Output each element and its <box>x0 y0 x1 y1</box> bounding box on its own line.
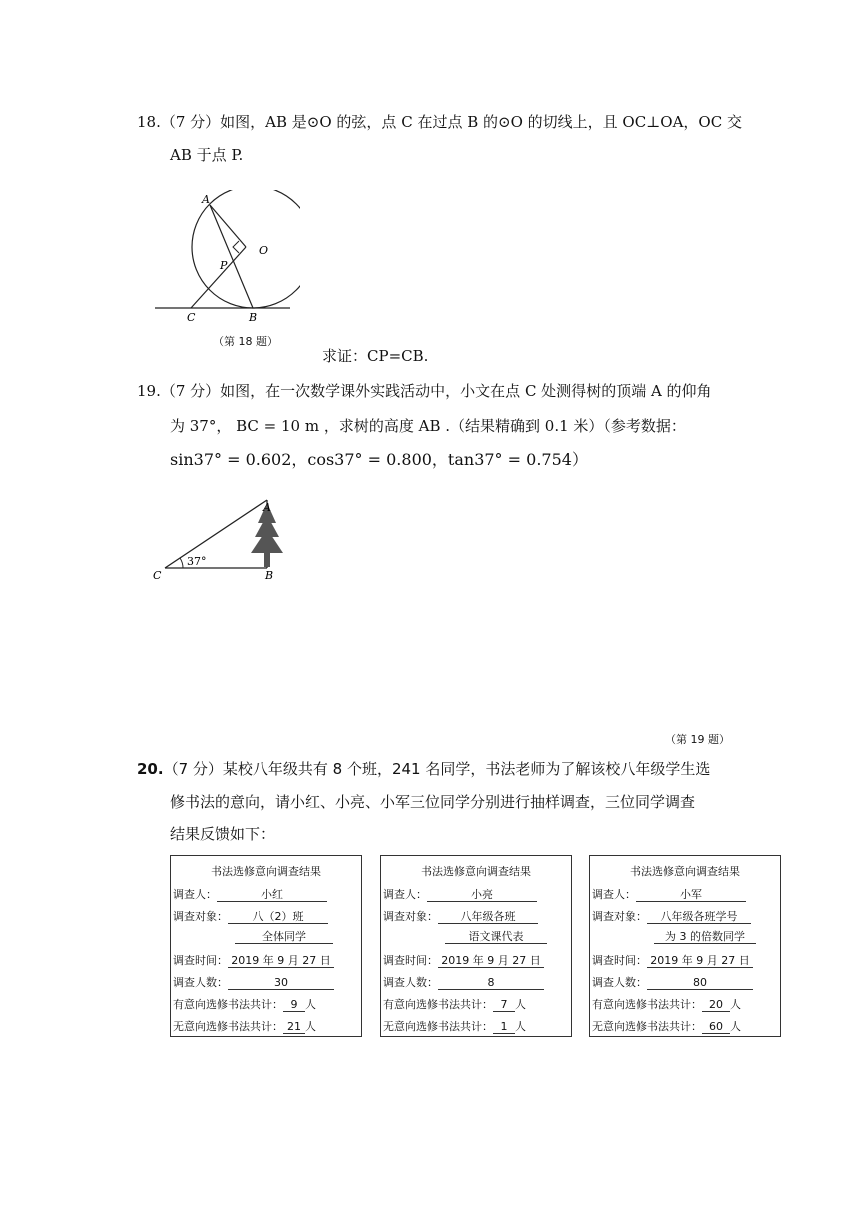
card-label: 调查人数： <box>592 976 647 989</box>
q19-stem: 如图，在一次数学课外实践活动中，小文在点 C 处测得树的顶端 A 的仰角 <box>220 382 712 400</box>
card-yes: 9 <box>283 998 305 1012</box>
card-label: 调查对象： <box>383 910 438 923</box>
card-count: 30 <box>228 976 334 990</box>
card-label: 调查对象： <box>173 910 228 923</box>
card-row-time <box>592 952 753 968</box>
card-yes: 20 <box>702 998 730 1012</box>
card-target2: 全体同学 <box>235 930 333 944</box>
card-label: 调查时间： <box>173 954 228 967</box>
q20-points: （7 分） <box>163 760 223 778</box>
survey-card-xiaojun <box>589 855 781 1037</box>
q19-figure <box>145 495 285 585</box>
q19-number: 19. <box>137 382 161 400</box>
card-unit: 人 <box>515 998 526 1011</box>
q20-text-line2: 修书法的意向，请小红、小亮、小军三位同学分别进行抽样调查，三位同学调查 <box>170 793 696 811</box>
card-row-no <box>173 1018 316 1034</box>
q18-right-angle-mark <box>233 241 239 253</box>
card-row-target2 <box>445 930 547 944</box>
card-label: 无意向选修书法共计： <box>383 1020 493 1033</box>
card-unit: 人 <box>305 998 316 1011</box>
q19-label-b: B <box>265 569 274 582</box>
card-label: 调查对象： <box>592 910 647 923</box>
q18-text-line2: AB 于点 P. <box>170 146 244 164</box>
card-label: 调查人： <box>173 888 217 901</box>
q19-hypotenuse <box>165 500 267 568</box>
card-row-target <box>173 908 328 924</box>
card-title: 书法选修意向调查结果 <box>630 865 740 878</box>
q20-text-line1 <box>137 758 710 779</box>
card-investigator: 小亮 <box>427 888 537 902</box>
q18-prove: 求证：CP=CB. <box>322 347 429 365</box>
card-label: 无意向选修书法共计： <box>173 1020 283 1033</box>
q20-number: 20. <box>137 760 164 778</box>
card-target1: 八（2）班 <box>228 910 328 924</box>
card-time: 2019 年 9 月 27 日 <box>228 954 334 968</box>
card-row-no <box>592 1018 741 1034</box>
card-target2: 为 3 的倍数同学 <box>654 930 756 944</box>
q20-stem: 某校八年级共有 8 个班，241 名同学，书法老师为了解该校八年级学生选 <box>222 760 711 778</box>
card-row-no <box>383 1018 526 1034</box>
q18-segment-oc <box>191 247 246 308</box>
card-label: 无意向选修书法共计： <box>592 1020 702 1033</box>
card-row-time <box>383 952 544 968</box>
card-time: 2019 年 9 月 27 日 <box>438 954 544 968</box>
card-no: 21 <box>283 1020 305 1034</box>
card-row-yes <box>173 996 316 1012</box>
card-unit: 人 <box>730 998 741 1011</box>
card-label: 有意向选修书法共计： <box>173 998 283 1011</box>
card-time: 2019 年 9 月 27 日 <box>647 954 753 968</box>
q18-label-b: B <box>249 311 258 324</box>
q19-text-line2: 为 37°， BC = 10 m ，求树的高度 AB .（结果精确到 0.1 米）（参考数据： <box>170 417 686 435</box>
q19-points: （7 分） <box>160 382 221 400</box>
q18-text-line1 <box>137 115 742 130</box>
card-target1: 八年级各班学号 <box>647 910 751 924</box>
q18-chord-ab <box>210 205 253 308</box>
card-label: 调查时间： <box>592 954 647 967</box>
card-label: 调查人数： <box>383 976 438 989</box>
card-unit: 人 <box>730 1020 741 1033</box>
card-label: 调查人： <box>592 888 636 901</box>
card-label: 调查人： <box>383 888 427 901</box>
card-row-target2 <box>654 930 756 944</box>
q19-angle-label: 37° <box>187 555 207 568</box>
q19-text-line1 <box>137 384 712 399</box>
q19-angle-arc <box>180 558 183 568</box>
q18-points: （7 分） <box>160 113 221 131</box>
card-target2: 语文课代表 <box>445 930 547 944</box>
card-label: 调查时间： <box>383 954 438 967</box>
card-row-investigator <box>383 886 537 902</box>
q18-stem: 如图，AB 是⊙O 的弦，点 C 在过点 B 的⊙O 的切线上，且 OC⊥OA，OC 交 <box>220 113 742 131</box>
card-label: 调查人数： <box>173 976 228 989</box>
card-row-yes <box>383 996 526 1012</box>
card-row-yes <box>592 996 741 1012</box>
card-unit: 人 <box>305 1020 316 1033</box>
q18-figure <box>150 190 300 325</box>
card-row-target2 <box>235 930 333 944</box>
survey-card-xiaoliang <box>380 855 572 1037</box>
card-investigator: 小红 <box>217 888 327 902</box>
q18-label-a: A <box>202 193 210 206</box>
card-row-investigator <box>592 886 746 902</box>
card-title: 书法选修意向调查结果 <box>421 865 531 878</box>
card-no: 60 <box>702 1020 730 1034</box>
card-count: 8 <box>438 976 544 990</box>
q18-number: 18. <box>137 113 161 131</box>
q19-label-c: C <box>153 569 162 582</box>
card-row-count <box>173 974 334 990</box>
card-count: 80 <box>647 976 753 990</box>
card-row-count <box>592 974 753 990</box>
q19-caption: （第 19 题） <box>665 733 730 746</box>
card-no: 1 <box>493 1020 515 1034</box>
card-row-count <box>383 974 544 990</box>
survey-card-xiaohong <box>170 855 362 1037</box>
q19-label-a: A <box>263 501 271 514</box>
card-row-target <box>592 908 751 924</box>
q18-radius-oa <box>210 205 246 247</box>
q18-label-o: O <box>259 244 269 257</box>
card-label: 有意向选修书法共计： <box>383 998 493 1011</box>
card-row-time <box>173 952 334 968</box>
q18-label-p: P <box>220 259 228 272</box>
card-row-target <box>383 908 538 924</box>
card-title: 书法选修意向调查结果 <box>211 865 321 878</box>
q20-text-line3: 结果反馈如下： <box>170 825 276 843</box>
card-yes: 7 <box>493 998 515 1012</box>
q18-caption: （第 18 题） <box>213 335 278 348</box>
q18-label-c: C <box>187 311 196 324</box>
card-row-investigator <box>173 886 327 902</box>
card-target1: 八年级各班 <box>438 910 538 924</box>
card-label: 有意向选修书法共计： <box>592 998 702 1011</box>
card-investigator: 小军 <box>636 888 746 902</box>
q19-text-line3: sin37° = 0.602，cos37° = 0.800，tan37° = 0.754） <box>170 450 588 469</box>
card-unit: 人 <box>515 1020 526 1033</box>
